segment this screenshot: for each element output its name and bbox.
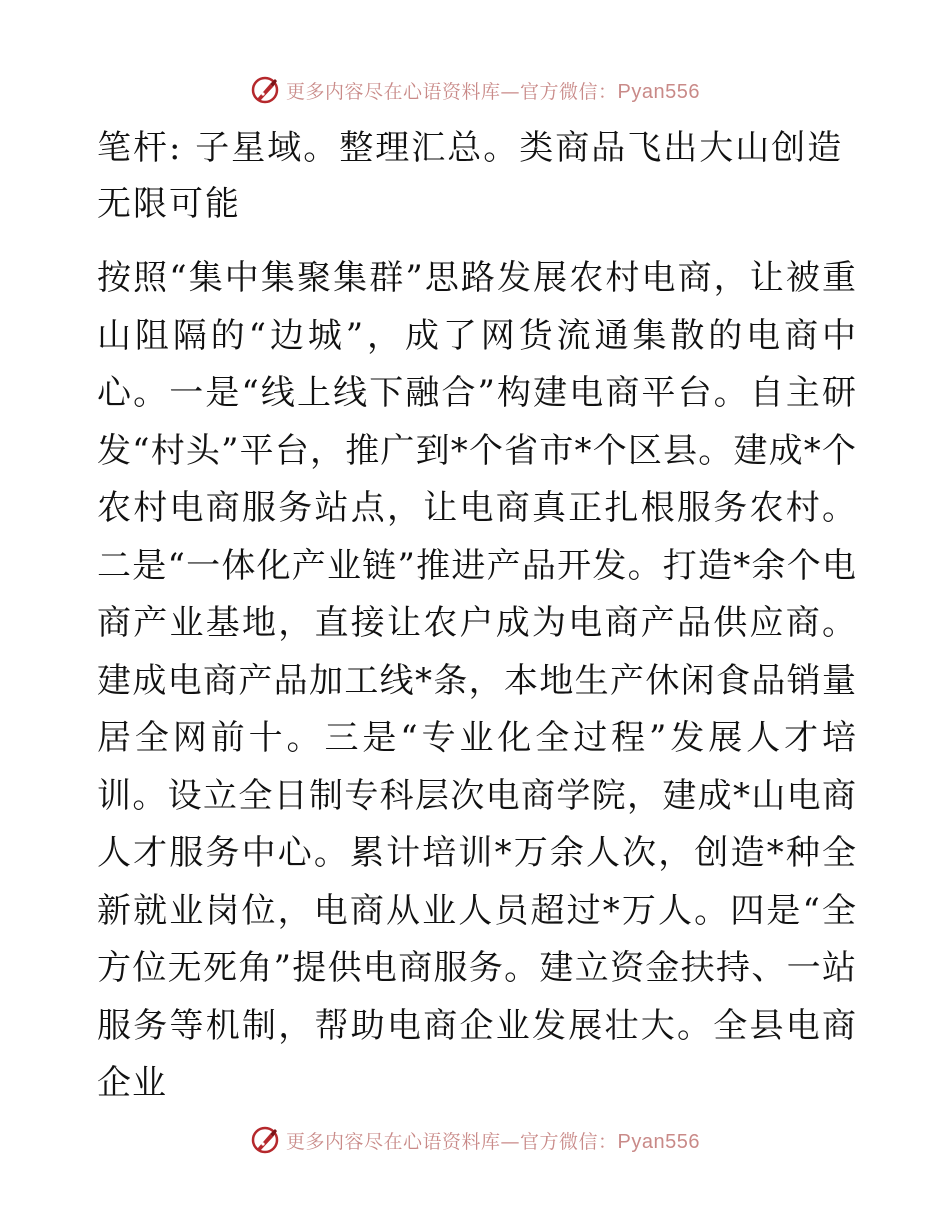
footer-banner-text: 更多内容尽在心语资料库—官方微信：Pyan556 (286, 1130, 700, 1153)
header-banner-text: 更多内容尽在心语资料库—官方微信：Pyan556 (286, 80, 700, 103)
document-title: 笔杆: 子星域。整理汇总。类商品飞出大山创造无限可能 (97, 128, 844, 224)
footer-banner (0, 1120, 950, 1160)
document-body-paragraph: 按照“集中集聚集群”思路发展农村电商，让被重山阻隔的“边城”，成了网货流通集散的电商中心。一是“线上线下融合”构建电商平台。自主研发“村头”平台，推广到*个省市*个区县。建成*个农村电商服务站点，让电商真正扎根服务农村。二是“一体化产业链”推进产品开发。打造*余个电商产业基地，直接让农户成为电商产品供应商。建成电商产品加工线*条，本地生产休闲食品销量居全网前十。三是“专业化全过程”发展人才培训。设立全日制专科层次电商学院，建成*山电商人才服务中心。累计培训*万余人次，创造*种全新就业岗位，电商从业人员超过*万人。四是“全方位无死角”提供电商服务。建立资金扶持、一站服务等机制，帮助电商企业发展壮大。全县电商企业 (97, 258, 857, 1103)
header-banner (0, 70, 950, 110)
pen-nib-logo-icon (250, 75, 280, 105)
footer-wechat-id: Pyan556 (617, 1130, 700, 1153)
header-wechat-id: Pyan556 (617, 80, 700, 103)
pen-nib-logo-icon (250, 1125, 280, 1155)
